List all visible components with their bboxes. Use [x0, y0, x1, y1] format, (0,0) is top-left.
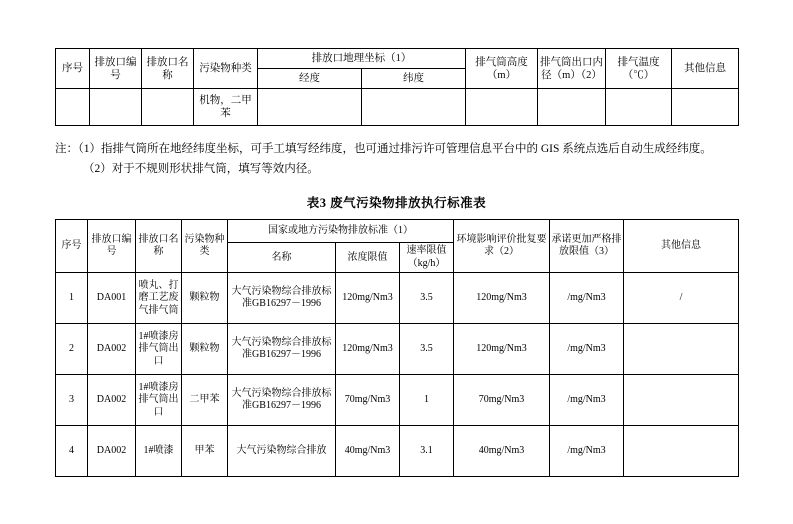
header-other-info: 其他信息	[672, 49, 739, 89]
cell-stack-outlet-diameter	[538, 89, 606, 126]
header-stack-height: 排气筒高度（m）	[466, 49, 538, 89]
cell-seq	[56, 89, 90, 126]
cell-point-name: 1#喷漆房排气筒出口	[136, 375, 182, 426]
table-row	[56, 324, 739, 375]
header-seq: 序号	[56, 49, 90, 89]
cell-other-info	[624, 426, 739, 477]
cell-pollutant-kind: 颗粒物	[182, 324, 228, 375]
header-exhaust-temp: 排气温度（℃）	[606, 49, 672, 89]
cell-point-code: DA002	[88, 324, 136, 375]
cell-eia-requirement: 120mg/Nm3	[454, 273, 550, 324]
emission-standards-table	[55, 219, 739, 477]
cell-point-name: 喷丸、打磨工艺废气排气筒	[136, 273, 182, 324]
table3-caption: 表3 废气污染物排放执行标准表	[306, 196, 487, 211]
table-row	[56, 89, 739, 126]
cell-point-name: 1#喷漆	[136, 426, 182, 477]
table-notes	[55, 140, 738, 179]
cell-pollutant-kind: 机物，二甲苯	[194, 89, 258, 126]
cell-point-code	[90, 89, 142, 126]
cell-pollutant-kind: 甲苯	[182, 426, 228, 477]
cell-standard-name: 大气污染物综合排放标准GB16297－1996	[228, 324, 336, 375]
cell-point-name	[142, 89, 194, 126]
table-row	[56, 273, 739, 324]
header-point-name: 排放口名称	[136, 220, 182, 273]
header-other-info: 其他信息	[624, 220, 739, 273]
header-point-code: 排放口编号	[88, 220, 136, 273]
header-rate-limit: 速率限值（kg/h）	[400, 243, 454, 273]
header-standard-group: 国家或地方污染物排放标准（1）	[228, 220, 454, 243]
cell-seq: 3	[56, 375, 88, 426]
header-commitment-limit: 承诺更加严格排放限值（3）	[550, 220, 624, 273]
note-line-1: 注：（1）指排气筒所在地经纬度坐标，可手工填写经纬度，也可通过排污许可管理信息平台中的 GIS 系统点选后自动生成经纬度。	[55, 143, 712, 156]
cell-seq: 2	[56, 324, 88, 375]
cell-commitment-limit: /mg/Nm3	[550, 273, 624, 324]
cell-seq: 1	[56, 273, 88, 324]
header-standard-name: 名称	[228, 243, 336, 273]
cell-other-info: /	[624, 273, 739, 324]
cell-rate-limit: 3.5	[400, 273, 454, 324]
cell-seq: 4	[56, 426, 88, 477]
table-header-row	[56, 220, 739, 243]
table-header-row	[56, 49, 739, 69]
cell-other-info	[672, 89, 739, 126]
cell-other-info	[624, 324, 739, 375]
emission-points-table	[55, 48, 739, 126]
header-pollutant-kind: 污染物种类	[182, 220, 228, 273]
cell-other-info	[624, 375, 739, 426]
table-row	[56, 426, 739, 477]
cell-concentration-limit: 40mg/Nm3	[336, 426, 400, 477]
header-stack-outlet-diameter: 排气筒出口内径（m）（2）	[538, 49, 606, 89]
cell-latitude	[362, 89, 466, 126]
cell-eia-requirement: 40mg/Nm3	[454, 426, 550, 477]
cell-concentration-limit: 70mg/Nm3	[336, 375, 400, 426]
document-page	[0, 48, 793, 524]
cell-pollutant-kind: 颗粒物	[182, 273, 228, 324]
cell-rate-limit: 3.1	[400, 426, 454, 477]
cell-eia-requirement: 70mg/Nm3	[454, 375, 550, 426]
cell-commitment-limit: /mg/Nm3	[550, 324, 624, 375]
header-latitude: 纬度	[362, 69, 466, 89]
cell-concentration-limit: 120mg/Nm3	[336, 273, 400, 324]
cell-longitude	[258, 89, 362, 126]
cell-eia-requirement: 120mg/Nm3	[454, 324, 550, 375]
table-row	[56, 375, 739, 426]
cell-exhaust-temp	[606, 89, 672, 126]
cell-pollutant-kind: 二甲苯	[182, 375, 228, 426]
header-longitude: 经度	[258, 69, 362, 89]
header-point-name: 排放口名称	[142, 49, 194, 89]
header-eia-requirement: 环境影响评价批复要求（2）	[454, 220, 550, 273]
cell-rate-limit: 3.5	[400, 324, 454, 375]
cell-point-code: DA002	[88, 375, 136, 426]
cell-rate-limit: 1	[400, 375, 454, 426]
header-point-code: 排放口编号	[90, 49, 142, 89]
cell-commitment-limit: /mg/Nm3	[550, 375, 624, 426]
header-seq: 序号	[56, 220, 88, 273]
cell-point-code: DA001	[88, 273, 136, 324]
cell-standard-name: 大气污染物综合排放	[228, 426, 336, 477]
note-line-2: （2）对于不规则形状排气筒，填写等效内径。	[83, 162, 319, 175]
cell-standard-name: 大气污染物综合排放标准GB16297－1996	[228, 375, 336, 426]
cell-stack-height	[466, 89, 538, 126]
cell-standard-name: 大气污染物综合排放标准GB16297－1996	[228, 273, 336, 324]
header-pollutant-kind: 污染物种类	[194, 49, 258, 89]
cell-concentration-limit: 120mg/Nm3	[336, 324, 400, 375]
cell-point-name: 1#喷漆房排气筒出口	[136, 324, 182, 375]
header-concentration-limit: 浓度限值	[336, 243, 400, 273]
cell-point-code: DA002	[88, 426, 136, 477]
header-geo-group: 排放口地理坐标（1）	[258, 49, 466, 69]
cell-commitment-limit: /mg/Nm3	[550, 426, 624, 477]
